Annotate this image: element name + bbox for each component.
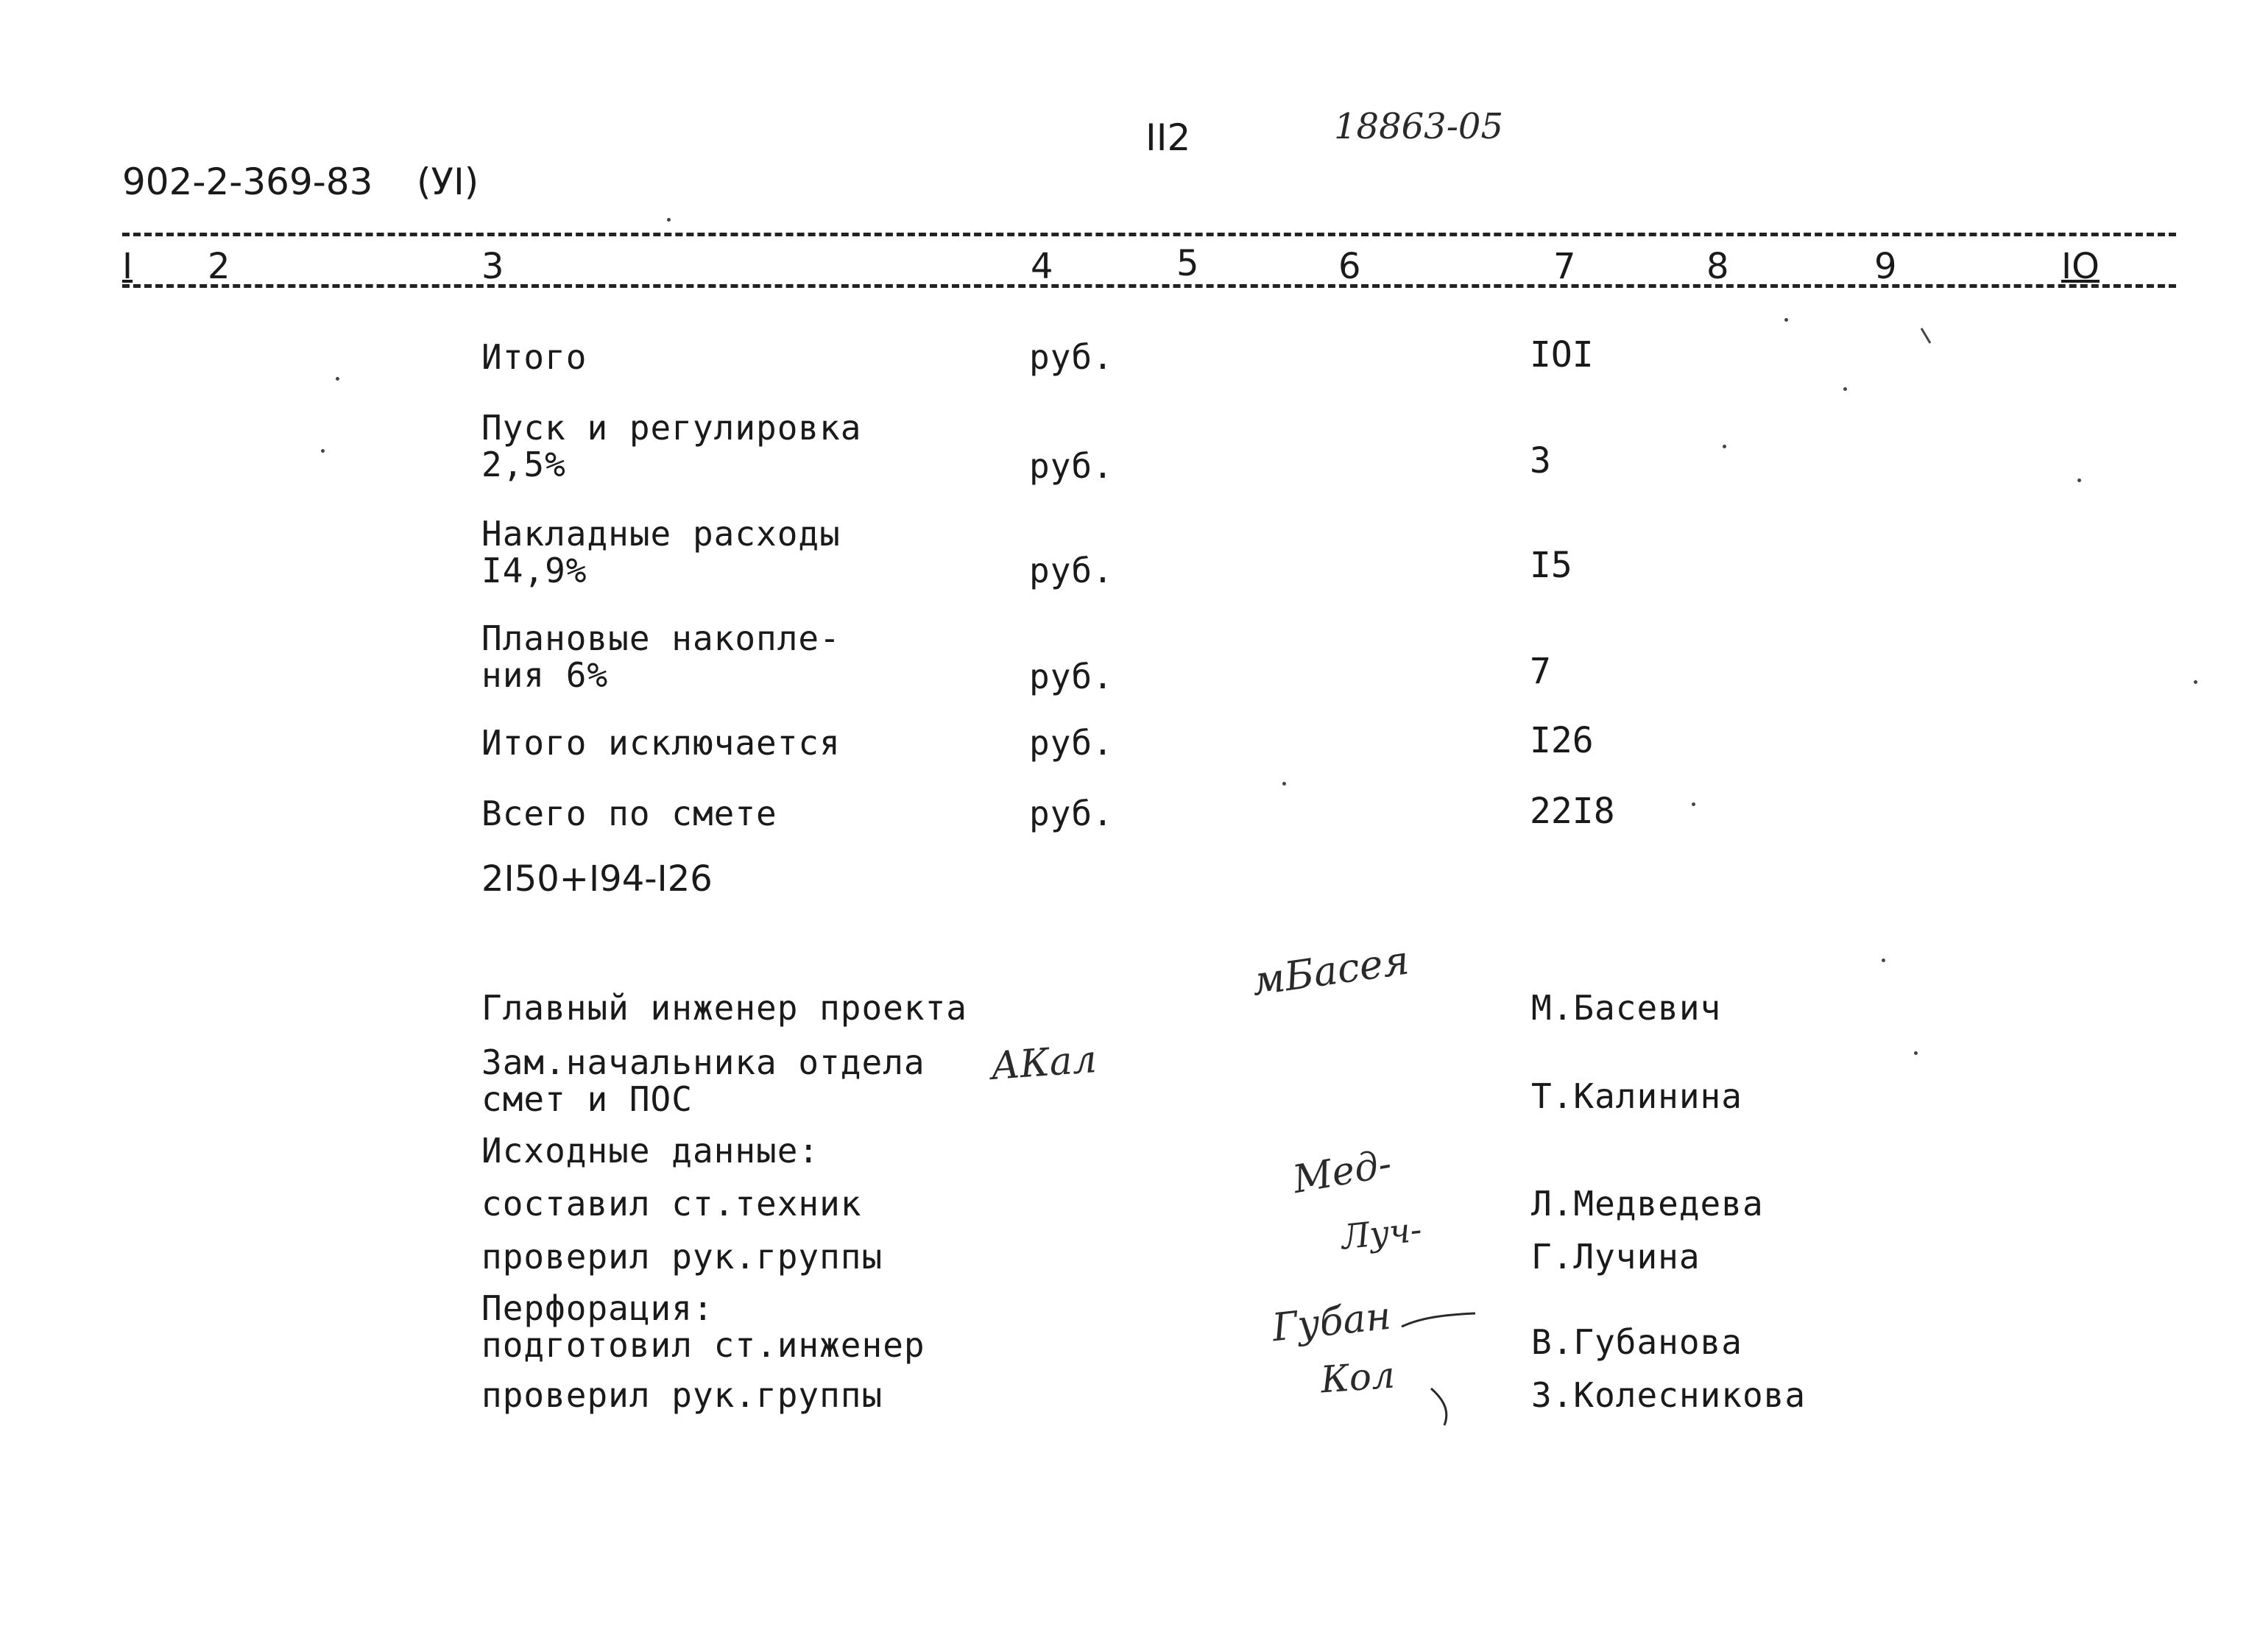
scan-speck bbox=[1843, 387, 1847, 391]
column-number: 4 bbox=[1031, 246, 1053, 287]
signatory-role: проверил рук.группы bbox=[481, 1375, 883, 1415]
column-number: 6 bbox=[1338, 246, 1361, 287]
scan-speck bbox=[1282, 782, 1286, 786]
signatory-name: М.Басевич bbox=[1531, 988, 1722, 1028]
scan-speck bbox=[1784, 318, 1788, 322]
row-value: IOI bbox=[1530, 334, 1594, 375]
row-unit: руб. bbox=[1029, 657, 1114, 696]
column-number: 9 bbox=[1874, 246, 1897, 287]
column-number: 2 bbox=[208, 246, 230, 287]
signature: АКал bbox=[989, 1037, 1098, 1089]
page-number: II2 bbox=[1145, 116, 1191, 159]
row-value: 22I8 bbox=[1530, 791, 1615, 832]
signature: Мед- bbox=[1289, 1141, 1395, 1203]
signature: мБасея bbox=[1249, 936, 1412, 1005]
archive-number: 18863-05 bbox=[1334, 106, 1503, 147]
column-number: I bbox=[122, 246, 133, 287]
column-number: 8 bbox=[1706, 246, 1729, 287]
signatory-role: Зам.начальника отдела смет и ПОС bbox=[481, 1042, 925, 1119]
signatory-name: Г.Лучина bbox=[1531, 1237, 1701, 1277]
signatory-role: проверил рук.группы bbox=[481, 1237, 883, 1277]
scan-speck bbox=[667, 218, 671, 222]
signature: Луч- bbox=[1339, 1209, 1424, 1257]
formula: 2I50+I94-I26 bbox=[481, 858, 713, 900]
doc-section: (УI) bbox=[417, 160, 479, 203]
signature-stroke bbox=[1428, 1384, 1458, 1428]
header-rule-bottom bbox=[122, 284, 2176, 288]
scan-speck bbox=[321, 449, 325, 453]
scan-speck bbox=[1723, 445, 1726, 448]
signatory-role: Перфорация: подготовил ст.инженер bbox=[481, 1288, 925, 1365]
doc-code: 902-2-369-83 bbox=[122, 160, 373, 203]
scan-speck bbox=[1692, 802, 1695, 806]
column-number: 3 bbox=[481, 246, 504, 287]
header-rule-top bbox=[122, 233, 2176, 236]
column-number: IO bbox=[2061, 246, 2100, 287]
scan-mark bbox=[1920, 327, 1935, 346]
row-value: 3 bbox=[1530, 440, 1551, 481]
row-name: Итого bbox=[481, 337, 587, 377]
column-number: 5 bbox=[1176, 243, 1199, 284]
row-unit: руб. bbox=[1029, 723, 1114, 763]
row-unit: руб. bbox=[1029, 337, 1114, 377]
row-value: 7 bbox=[1530, 651, 1551, 692]
signature: Кол bbox=[1319, 1353, 1396, 1402]
row-unit: руб. bbox=[1029, 446, 1114, 486]
signatory-role: Главный инженер проекта bbox=[481, 988, 967, 1028]
scan-speck bbox=[336, 377, 339, 381]
row-unit: руб. bbox=[1029, 794, 1114, 833]
scan-speck bbox=[2077, 479, 2081, 482]
scan-speck bbox=[2194, 680, 2197, 684]
signatory-name: Т.Калинина bbox=[1531, 1076, 1742, 1116]
row-name: Итого исключается bbox=[481, 723, 841, 763]
signature: Губан bbox=[1270, 1293, 1394, 1351]
column-number: 7 bbox=[1553, 246, 1576, 287]
row-value: I5 bbox=[1530, 545, 1572, 586]
row-unit: руб. bbox=[1029, 551, 1114, 590]
signatory-name: З.Колесникова bbox=[1531, 1375, 1807, 1415]
row-name: Накладные расходы I4,9% bbox=[481, 514, 841, 590]
scan-speck bbox=[1882, 959, 1885, 962]
scan-speck bbox=[1914, 1051, 1918, 1055]
signatory-name: Л.Медведева bbox=[1531, 1184, 1764, 1224]
row-name: Пуск и регулировка 2,5% bbox=[481, 408, 862, 484]
section-heading: Исходные данные: bbox=[481, 1131, 820, 1171]
signatory-role: составил ст.техник bbox=[481, 1184, 862, 1224]
row-name: Всего по смете bbox=[481, 794, 777, 833]
row-value: I26 bbox=[1530, 720, 1594, 761]
row-name: Плановые накопле- ния 6% bbox=[481, 618, 841, 695]
signature-stroke bbox=[1399, 1310, 1480, 1332]
signatory-name: В.Губанова bbox=[1531, 1322, 1742, 1362]
